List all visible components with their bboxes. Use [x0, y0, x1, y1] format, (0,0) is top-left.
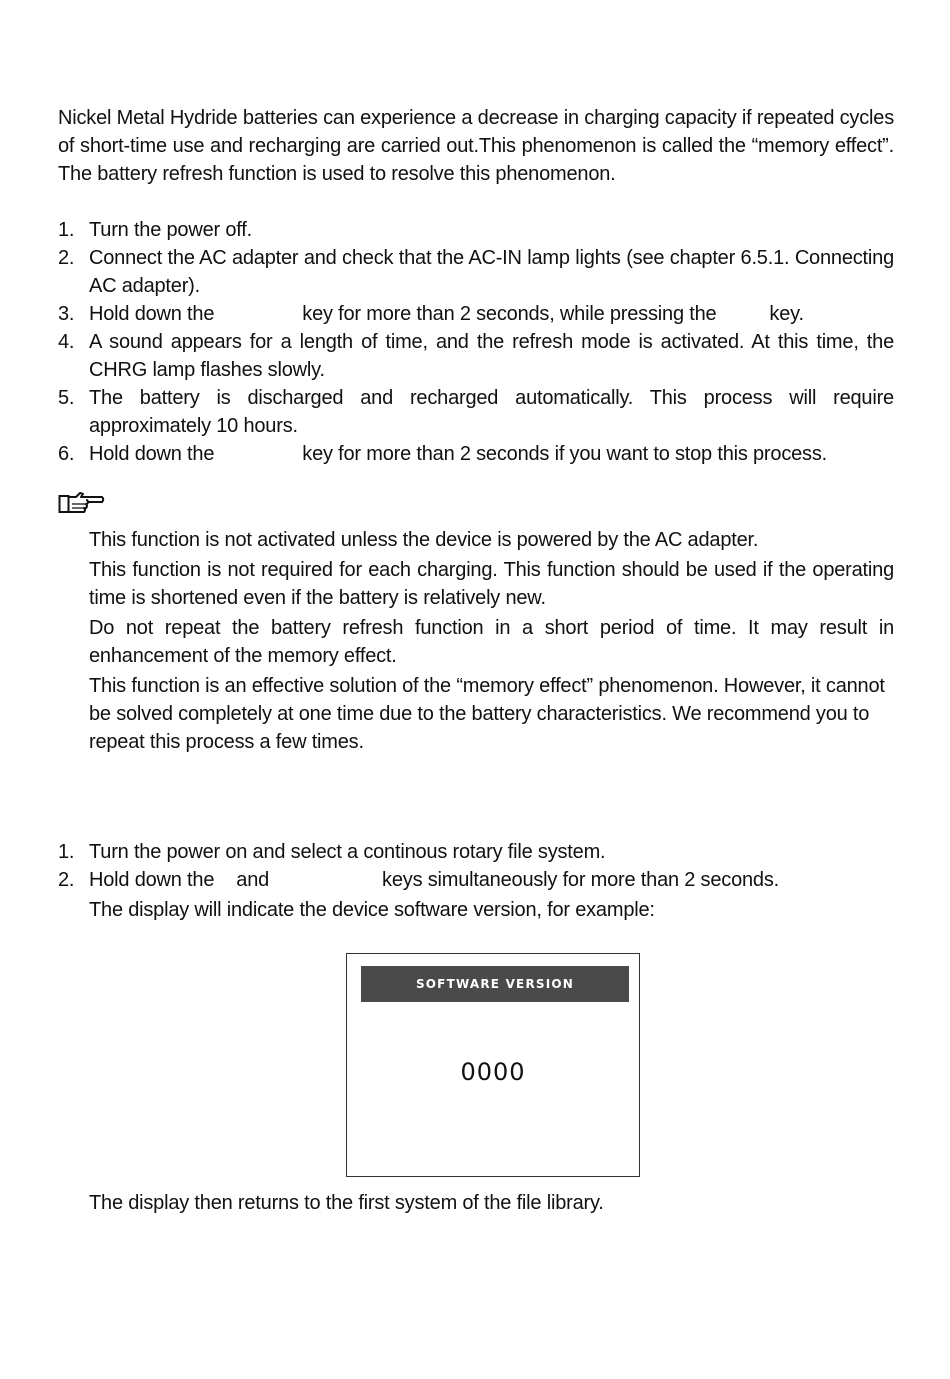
pointing-hand-icon: [58, 488, 106, 518]
version-value: 0000: [460, 1058, 526, 1086]
list-item: 3. Hold down the key for more than 2 seconds, while pressing the key.: [58, 303, 804, 325]
list-item: 2. Connect the AC adapter and check that the AC-IN lamp lights (see chapter 6.5.1. Connecting AC adapter).: [58, 247, 894, 297]
note-item: Do not repeat the battery refresh function in a short period of time. It may result in enhancement of the memory effect.: [89, 617, 894, 667]
note-section: [58, 488, 894, 756]
document-page: [58, 104, 894, 924]
list-item: 1. Turn the power off.: [58, 219, 252, 241]
list-item: 5. The battery is discharged and recharged automatically. This process will require approximately 10 hours.: [58, 387, 894, 437]
list-item: 6. Hold down the key for more than 2 seconds if you want to stop this process.: [58, 443, 827, 465]
version-steps-list: [58, 838, 894, 894]
outro-paragraph: The display then returns to the first system of the file library.: [89, 1192, 604, 1214]
intro-paragraph: Nickel Metal Hydride batteries can experience a decrease in charging capacity if repeated cycles of short-time use and recharging are carried out.This phenomenon is called the “memory effect”. The battery refresh function is used to resolve this phenomenon.: [58, 107, 894, 185]
note-item: This function is an effective solution of the “memory effect” phenomenon. However, it cannot be solved completely at one time due to the battery characteristics. We recommend you to repeat this process a few times.: [89, 675, 885, 753]
refresh-steps-list: [58, 216, 894, 468]
note-item: This function is not activated unless the device is powered by the AC adapter.: [89, 529, 759, 551]
note-item: This function is not required for each charging. This function should be used if the operating time is shortened even if the battery is relatively new.: [89, 559, 894, 609]
list-item: 4. A sound appears for a length of time, and the refresh mode is activated. At this time, the CHRG lamp flashes slowly.: [58, 331, 894, 381]
display-intro: The display will indicate the device software version, for example:: [89, 899, 655, 921]
notes-list: [58, 526, 894, 756]
list-item: 2. Hold down the and keys simultaneously for more than 2 seconds.: [58, 869, 779, 891]
list-item: 1. Turn the power on and select a continous rotary file system.: [58, 841, 606, 863]
display-header: SOFTWARE VERSION: [361, 966, 629, 1002]
software-version-display: [346, 953, 640, 1177]
